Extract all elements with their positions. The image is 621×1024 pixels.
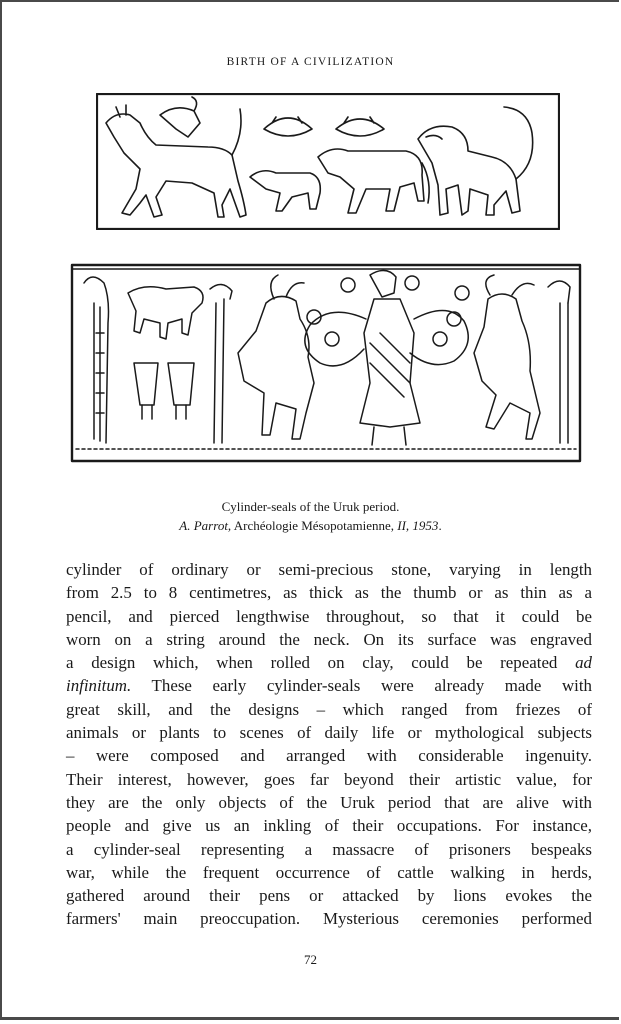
text-line: from 2.5 to 8 centimetres, as thick as the thumb or as thin as a <box>66 583 592 603</box>
caption-author: A. Parrot, <box>179 518 232 533</box>
text-line: war, while the frequent occurrence of cattle walking in herds, <box>66 862 592 882</box>
running-head: BIRTH OF A CIVILIZATION <box>226 56 395 68</box>
text-line: cylinder of ordinary or semi-precious stone, varying in length <box>66 560 592 579</box>
figure-caption-source <box>0 518 621 534</box>
text-line: – were composed and arranged with considerable ingenuity. <box>66 746 592 766</box>
text-line-segment: These early cylinder-seals were already made with <box>131 676 592 696</box>
text-line: Their interest, however, goes far beyond their artistic value, for <box>66 769 592 789</box>
text-line <box>66 674 592 697</box>
text-line: pencil, and pierced lengthwise throughout, so that it could be <box>66 606 592 626</box>
cylinder-seal-frieze-animals <box>96 93 560 230</box>
text-line: people and give us an inkling of their occupations. For instance, <box>66 816 592 836</box>
text-line-segment: a design which, when rolled on clay, could be repeated <box>66 653 576 673</box>
caption-book-title: Archéologie Mésopotamienne, <box>231 518 398 533</box>
text-line: animals or plants to scenes of daily life or mythological subjects <box>66 723 592 743</box>
text-line: a cylinder-seal representing a massacre of prisoners bespeaks <box>66 839 592 859</box>
text-line: worn on a string around the neck. On its surface was engraved <box>66 629 592 649</box>
text-line: gathered around their pens or attacked by lions evokes the <box>66 886 592 906</box>
caption-period: . <box>438 518 442 533</box>
italic-term: infinitum. <box>66 676 132 696</box>
italic-term: ad <box>575 653 592 673</box>
text-line: great skill, and the designs – which ranged from friezes of <box>66 699 592 719</box>
figure-caption-title: Cylinder-seals of the Uruk period. <box>221 499 400 514</box>
text-line <box>66 651 592 674</box>
page-number: 72 <box>304 952 317 967</box>
caption-volume-year: II, 1953 <box>397 518 439 533</box>
body-paragraph <box>66 558 592 931</box>
text-line: they are the only objects of the Uruk period that are alive with <box>66 792 592 812</box>
text-line: farmers' main preoccupation. Mysterious ceremonies performed <box>66 909 592 929</box>
cylinder-seal-ceremony-scene <box>70 263 582 463</box>
